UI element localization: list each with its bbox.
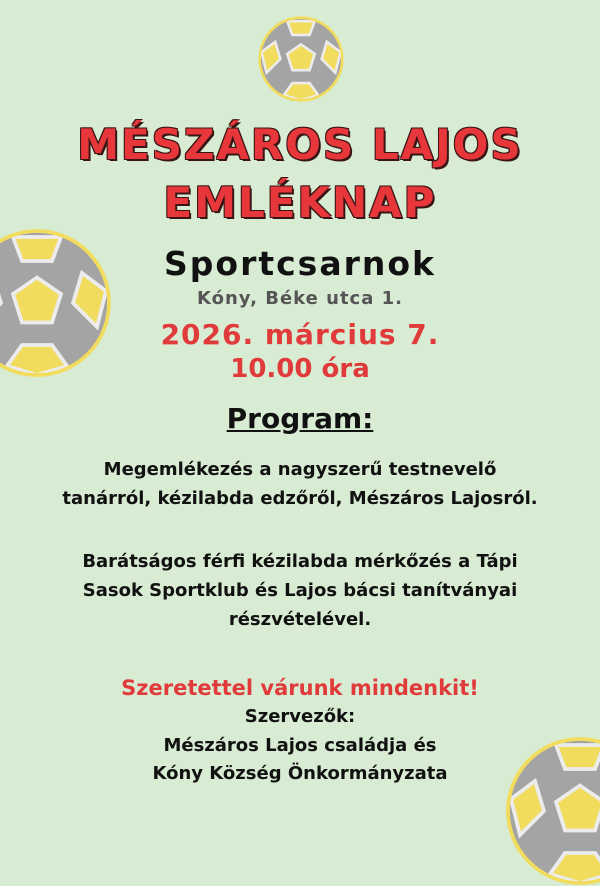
program-text-2: Barátságos férfi kézilabda mérkőzés a Tápi Sasok Sportklub és Lajos bácsi tanítványai részvételével. — [82, 551, 518, 630]
program-text-1: Megemlékezés a nagyszerű testnevelő tanárról, kézilabda edzőről, Mészáros Lajosról. — [62, 459, 538, 509]
organizer-2: Kóny Község Önkormányzata — [152, 763, 448, 784]
event-time: 10.00 óra — [230, 354, 370, 384]
handball-icon — [505, 736, 600, 886]
organizer-1: Mészáros Lajos családja és — [163, 735, 437, 756]
venue-address: Kóny, Béke utca 1. — [196, 288, 403, 309]
venue-name: Sportcsarnok — [164, 244, 436, 283]
program-heading: Program: — [226, 402, 374, 435]
poster-title-line-1: MÉSZÁROS LAJOS — [77, 120, 523, 169]
poster-title-line-2: EMLÉKNAP — [163, 178, 437, 227]
organizers-label: Szervezők: — [244, 706, 356, 727]
welcome-message: Szeretettel várunk mindenkit! — [121, 676, 479, 700]
handball-icon — [258, 16, 344, 102]
event-date: 2026. március 7. — [160, 318, 440, 351]
